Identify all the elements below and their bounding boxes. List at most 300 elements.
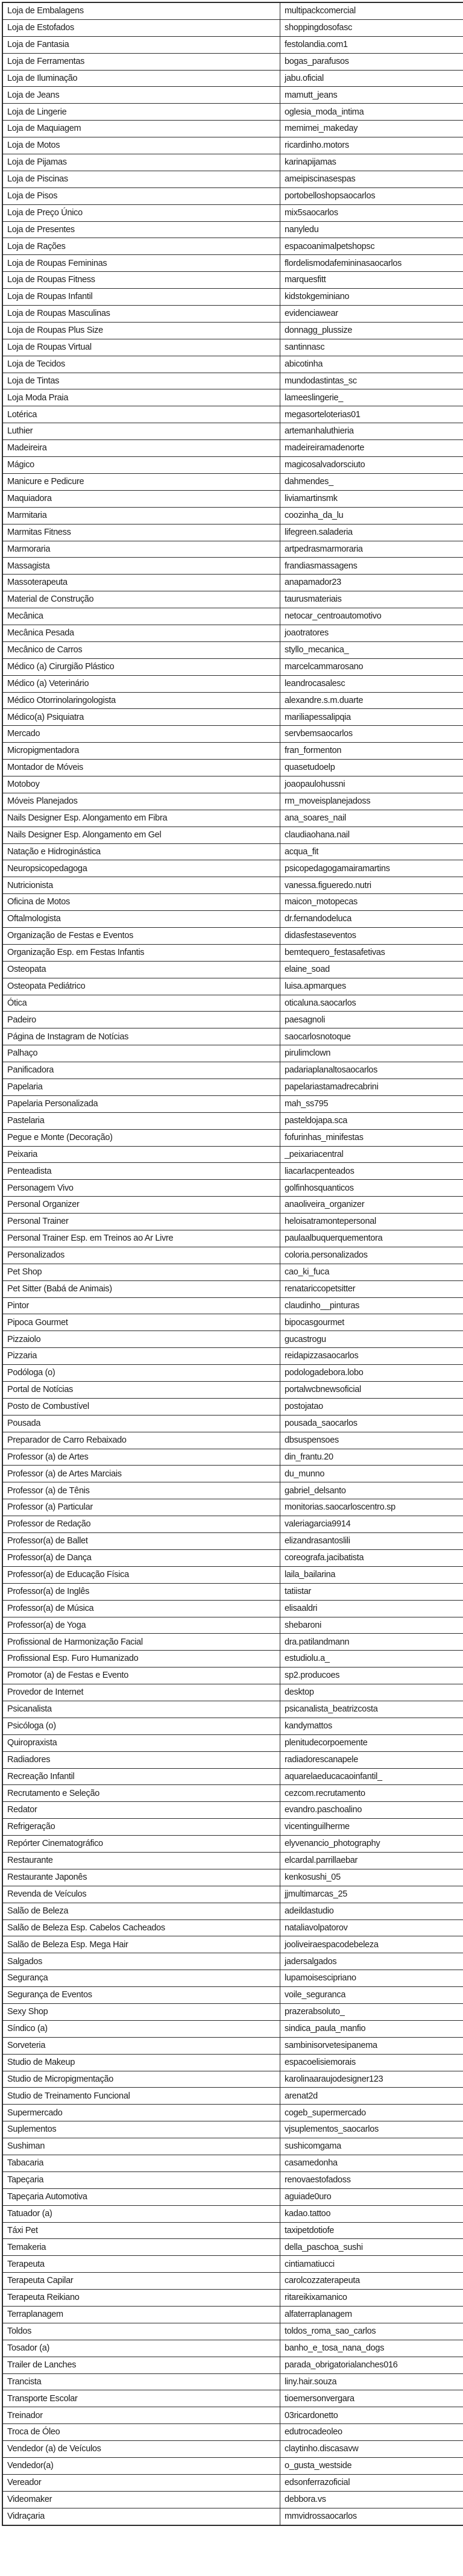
username-cell: shoppingdosofasc <box>280 19 463 36</box>
username-cell: fran_formenton <box>280 743 463 760</box>
username-cell: pousada_saocarlos <box>280 1415 463 1432</box>
category-cell: Sexy Shop <box>2 2003 280 2020</box>
category-cell: Marmitas Fitness <box>2 524 280 541</box>
username-cell: mamutt_jeans <box>280 87 463 104</box>
table-row <box>2 1163 463 1180</box>
username-cell: podologadebora.lobo <box>280 1365 463 1382</box>
category-cell: Treinador <box>2 2407 280 2424</box>
username-cell: maicon_motopecas <box>280 894 463 911</box>
table-row <box>2 1785 463 1802</box>
category-cell: Pet Sitter (Babá de Animais) <box>2 1280 280 1297</box>
table-row <box>2 1079 463 1096</box>
table-row <box>2 1180 463 1197</box>
table-row <box>2 322 463 339</box>
category-cell: Oficina de Motos <box>2 894 280 911</box>
table-row <box>2 2407 463 2424</box>
category-cell: Mercado <box>2 726 280 743</box>
table-row <box>2 1819 463 1836</box>
table-row <box>2 793 463 810</box>
table-row <box>2 373 463 389</box>
category-cell: Pousada <box>2 1415 280 1432</box>
category-cell: Radiadores <box>2 1751 280 1768</box>
category-cell: Loja de Iluminação <box>2 70 280 87</box>
category-cell: Vendedor (a) de Veículos <box>2 2441 280 2458</box>
table-row <box>2 827 463 843</box>
category-cell: Professor(a) de Inglês <box>2 1583 280 1600</box>
category-cell: Loja de Roupas Virtual <box>2 339 280 356</box>
username-cell: evandro.paschoalino <box>280 1802 463 1819</box>
username-cell: joaopaulohussni <box>280 776 463 793</box>
username-cell: tioemersonvergara <box>280 2390 463 2407</box>
table-row <box>2 19 463 36</box>
category-cell: Pastelaria <box>2 1112 280 1129</box>
username-cell: jabu.oficial <box>280 70 463 87</box>
table-row <box>2 2171 463 2188</box>
table-row <box>2 289 463 306</box>
table-row <box>2 1651 463 1667</box>
username-cell: dra.patilandmann <box>280 1634 463 1651</box>
table-row <box>2 1549 463 1566</box>
category-cell: Tatuador (a) <box>2 2205 280 2222</box>
category-cell: Personagem Vivo <box>2 1180 280 1197</box>
username-cell: cao_ki_fuca <box>280 1264 463 1280</box>
table-row <box>2 1112 463 1129</box>
table-row <box>2 1365 463 1382</box>
table-row <box>2 2373 463 2390</box>
category-cell: Papelaria Personalizada <box>2 1095 280 1112</box>
username-cell: tatiistar <box>280 1583 463 1600</box>
category-cell: Professor(a) de Yoga <box>2 1617 280 1634</box>
table-row <box>2 1280 463 1297</box>
table-row <box>2 507 463 524</box>
category-cell: Maquiadora <box>2 490 280 507</box>
username-cell: madeireiramadenorte <box>280 440 463 457</box>
username-cell: golfinhosquanticos <box>280 1180 463 1197</box>
category-cell: Terapeuta <box>2 2256 280 2273</box>
category-cell: Massoterapeuta <box>2 575 280 591</box>
category-cell: Penteadista <box>2 1163 280 1180</box>
table-row <box>2 238 463 255</box>
category-cell: Loja de Embalagens <box>2 2 280 19</box>
username-cell: kadao.tattoo <box>280 2205 463 2222</box>
category-cell: Neuropsicopedagoga <box>2 860 280 877</box>
table-row <box>2 911 463 928</box>
category-cell: Loja de Roupas Femininas <box>2 255 280 272</box>
table-row <box>2 1247 463 1264</box>
username-cell: du_munno <box>280 1466 463 1482</box>
table-row <box>2 743 463 760</box>
table-row <box>2 1499 463 1516</box>
table-row <box>2 389 463 406</box>
table-row <box>2 1449 463 1466</box>
username-cell: voile_seguranca <box>280 1987 463 2004</box>
username-cell: jjmultimarcas_25 <box>280 1886 463 1903</box>
username-cell: kenkosushi_05 <box>280 1869 463 1886</box>
category-cell: Loja de Roupas Plus Size <box>2 322 280 339</box>
category-cell: Manicure e Pedicure <box>2 473 280 490</box>
category-cell: Loja de Fantasia <box>2 36 280 53</box>
category-cell: Pizzaria <box>2 1348 280 1365</box>
business-table-body <box>2 2 463 2525</box>
category-cell: Professor (a) de Artes Marciais <box>2 1466 280 1482</box>
table-row <box>2 2121 463 2138</box>
username-cell: joaotratores <box>280 625 463 641</box>
table-row <box>2 423 463 440</box>
username-cell: elisaaldri <box>280 1600 463 1617</box>
category-cell: Loja de Lingerie <box>2 104 280 121</box>
table-row <box>2 625 463 641</box>
username-cell: leandrocasalesc <box>280 675 463 692</box>
category-cell: Mecânica <box>2 608 280 625</box>
category-cell: Studio de Makeup <box>2 2054 280 2071</box>
table-row <box>2 440 463 457</box>
username-cell: netocar_centroautomotivo <box>280 608 463 625</box>
table-row <box>2 473 463 490</box>
category-cell: Natação e Hidroginástica <box>2 843 280 860</box>
category-cell: Loja de Pisos <box>2 187 280 204</box>
category-cell: Loja de Tintas <box>2 373 280 389</box>
table-row <box>2 1634 463 1651</box>
category-cell: Trailer de Lanches <box>2 2357 280 2373</box>
table-row <box>2 1936 463 1953</box>
category-cell: Tapeçaria <box>2 2171 280 2188</box>
table-row <box>2 2491 463 2508</box>
table-row <box>2 1045 463 1062</box>
table-row <box>2 306 463 323</box>
username-cell: alexandre.s.m.duarte <box>280 692 463 709</box>
category-cell: Troca de Óleo <box>2 2424 280 2441</box>
table-row <box>2 1297 463 1314</box>
category-cell: Psicóloga (o) <box>2 1718 280 1734</box>
table-row <box>2 2474 463 2491</box>
table-row <box>2 2323 463 2340</box>
table-row <box>2 70 463 87</box>
username-cell: anaoliveira_organizer <box>280 1197 463 1214</box>
username-cell: dahmendes_ <box>280 473 463 490</box>
username-cell: abicotinha <box>280 356 463 373</box>
username-cell: gabriel_delsanto <box>280 1482 463 1499</box>
category-cell: Professor (a) de Tênis <box>2 1482 280 1499</box>
table-row <box>2 36 463 53</box>
table-row <box>2 1886 463 1903</box>
username-cell: reidapizzasaocarlos <box>280 1348 463 1365</box>
table-row <box>2 760 463 776</box>
category-cell: Terraplanagem <box>2 2307 280 2323</box>
category-cell: Toldos <box>2 2323 280 2340</box>
category-cell: Loja de Ferramentas <box>2 53 280 70</box>
category-cell: Revenda de Veículos <box>2 1886 280 1903</box>
table-row <box>2 658 463 675</box>
username-cell: debbora.vs <box>280 2491 463 2508</box>
username-cell: arenat2d <box>280 2088 463 2105</box>
category-cell: Panificadora <box>2 1062 280 1079</box>
username-cell: renatariccopetsitter <box>280 1280 463 1297</box>
username-cell: dr.fernandodeluca <box>280 911 463 928</box>
category-cell: Mágico <box>2 457 280 474</box>
username-cell: donnagg_plussize <box>280 322 463 339</box>
category-cell: Tapeçaria Automotiva <box>2 2188 280 2205</box>
username-cell: psicanalista_beatrizcosta <box>280 1701 463 1718</box>
username-cell: styllo_mecanica_ <box>280 641 463 658</box>
category-cell: Portal de Notícias <box>2 1382 280 1399</box>
table-row <box>2 961 463 978</box>
username-cell: lameeslingerie_ <box>280 389 463 406</box>
username-cell: liacarlacpenteados <box>280 1163 463 1180</box>
table-row <box>2 2424 463 2441</box>
table-row <box>2 2458 463 2475</box>
category-cell: Professor de Redação <box>2 1516 280 1533</box>
table-row <box>2 1684 463 1701</box>
category-cell: Médico(a) Psiquiatra <box>2 709 280 726</box>
category-cell: Professor(a) de Ballet <box>2 1533 280 1550</box>
category-cell: Oftalmologista <box>2 911 280 928</box>
username-cell: plenitudecorpoemente <box>280 1734 463 1751</box>
username-cell: claudiaohana.nail <box>280 827 463 843</box>
category-cell: Loja de Presentes <box>2 221 280 238</box>
username-cell: liviamartinsmk <box>280 490 463 507</box>
table-row <box>2 2155 463 2172</box>
table-row <box>2 776 463 793</box>
table-row <box>2 860 463 877</box>
category-cell: Loja de Estofados <box>2 19 280 36</box>
category-cell: Padeiro <box>2 1012 280 1028</box>
username-cell: cogeb_supermercado <box>280 2105 463 2121</box>
table-row <box>2 1012 463 1028</box>
username-cell: laila_bailarina <box>280 1566 463 1583</box>
username-cell: psicopedagogamairamartins <box>280 860 463 877</box>
category-cell: Salão de Beleza Esp. Mega Hair <box>2 1936 280 1953</box>
username-cell: din_frantu.20 <box>280 1449 463 1466</box>
table-row <box>2 2054 463 2071</box>
table-row <box>2 2188 463 2205</box>
category-cell: Palhaço <box>2 1045 280 1062</box>
username-cell: anapamador23 <box>280 575 463 591</box>
username-cell: claudinho__pinturas <box>280 1297 463 1314</box>
username-cell: carolcozzaterapeuta <box>280 2273 463 2290</box>
username-cell: cintiamatiucci <box>280 2256 463 2273</box>
table-row <box>2 558 463 575</box>
table-row <box>2 2390 463 2407</box>
username-cell: bipocasgourmet <box>280 1314 463 1331</box>
username-cell: espacoelisiemorais <box>280 2054 463 2071</box>
category-cell: Nails Designer Esp. Alongamento em Fibra <box>2 810 280 827</box>
table-row <box>2 1382 463 1399</box>
category-cell: Provedor de Internet <box>2 1684 280 1701</box>
username-cell: sp2.producoes <box>280 1667 463 1684</box>
username-cell: aquarelaeducacaoinfantil_ <box>280 1768 463 1785</box>
table-row <box>2 591 463 608</box>
username-cell: parada_obrigatorialanches016 <box>280 2357 463 2373</box>
table-row <box>2 2256 463 2273</box>
username-cell: jadersalgados <box>280 1953 463 1970</box>
category-cell: Papelaria <box>2 1079 280 1096</box>
table-row <box>2 457 463 474</box>
table-row <box>2 1028 463 1045</box>
category-cell: Vendedor(a) <box>2 2458 280 2475</box>
table-row <box>2 1533 463 1550</box>
table-row <box>2 1432 463 1449</box>
table-row <box>2 2222 463 2239</box>
username-cell: evidenciawear <box>280 306 463 323</box>
table-row <box>2 2088 463 2105</box>
category-cell: Loja de Tecidos <box>2 356 280 373</box>
category-cell: Médico (a) Cirurgião Plástico <box>2 658 280 675</box>
username-cell: monitorias.saocarloscentro.sp <box>280 1499 463 1516</box>
table-row <box>2 675 463 692</box>
username-cell: lifegreen.saladeria <box>280 524 463 541</box>
table-row <box>2 272 463 289</box>
table-row <box>2 1802 463 1819</box>
table-row <box>2 2290 463 2307</box>
table-row <box>2 171 463 187</box>
table-row <box>2 1667 463 1684</box>
table-row <box>2 1516 463 1533</box>
username-cell: bogas_parafusos <box>280 53 463 70</box>
username-cell: rm_moveisplanejadoss <box>280 793 463 810</box>
username-cell: taxipetdotiofe <box>280 2222 463 2239</box>
username-cell: banho_e_tosa_nana_dogs <box>280 2340 463 2357</box>
category-cell: Loja de Jeans <box>2 87 280 104</box>
username-cell: shebaroni <box>280 1617 463 1634</box>
username-cell: frandiasmassagens <box>280 558 463 575</box>
category-cell: Página de Instagram de Notícias <box>2 1028 280 1045</box>
table-row <box>2 1466 463 1482</box>
category-cell: Loja de Piscinas <box>2 171 280 187</box>
category-cell: Posto de Combustível <box>2 1398 280 1415</box>
username-cell: desktop <box>280 1684 463 1701</box>
table-row <box>2 1146 463 1163</box>
table-row <box>2 255 463 272</box>
table-row <box>2 1852 463 1869</box>
table-row <box>2 1398 463 1415</box>
category-cell: Organização Esp. em Festas Infantis <box>2 944 280 961</box>
category-cell: Loja de Roupas Infantil <box>2 289 280 306</box>
username-cell: acqua_fit <box>280 843 463 860</box>
table-row <box>2 2307 463 2323</box>
category-cell: Marmitaria <box>2 507 280 524</box>
category-cell: Sushiman <box>2 2138 280 2155</box>
table-row <box>2 1734 463 1751</box>
username-cell: radiadorescanapele <box>280 1751 463 1768</box>
username-cell: liny.hair.souza <box>280 2373 463 2390</box>
username-cell: oglesia_moda_intima <box>280 104 463 121</box>
category-cell: Médico Otorrinolaringologista <box>2 692 280 709</box>
category-cell: Vidraçaria <box>2 2508 280 2525</box>
username-cell: edutrocadeoleo <box>280 2424 463 2441</box>
table-row <box>2 810 463 827</box>
category-cell: Podóloga (o) <box>2 1365 280 1382</box>
username-cell: vicentinguilherme <box>280 1819 463 1836</box>
username-cell: elyvenancio_photography <box>280 1836 463 1853</box>
table-row <box>2 944 463 961</box>
username-cell: taurusmateriais <box>280 591 463 608</box>
category-cell: Táxi Pet <box>2 2222 280 2239</box>
username-cell: memimei_makeday <box>280 121 463 137</box>
table-row <box>2 1482 463 1499</box>
username-cell: oticaluna.saocarlos <box>280 995 463 1012</box>
username-cell: artemanhaluthieria <box>280 423 463 440</box>
category-cell: Studio de Treinamento Funcional <box>2 2088 280 2105</box>
username-cell: mmvidrossaocarlos <box>280 2508 463 2525</box>
username-cell: alfaterraplanagem <box>280 2307 463 2323</box>
table-row <box>2 154 463 171</box>
table-row <box>2 995 463 1012</box>
table-row <box>2 2105 463 2121</box>
category-cell: Personal Organizer <box>2 1197 280 1214</box>
table-row <box>2 1566 463 1583</box>
table-row <box>2 2273 463 2290</box>
table-row <box>2 137 463 154</box>
username-cell: kidstokgeminiano <box>280 289 463 306</box>
category-cell: Transporte Escolar <box>2 2390 280 2407</box>
username-cell: festolandia.com1 <box>280 36 463 53</box>
table-row <box>2 843 463 860</box>
category-cell: Studio de Micropigmentação <box>2 2071 280 2088</box>
username-cell: mariliapessalipqia <box>280 709 463 726</box>
username-cell: o_gusta_westside <box>280 2458 463 2475</box>
category-cell: Redator <box>2 1802 280 1819</box>
category-cell: Osteopata Pediátrico <box>2 978 280 995</box>
category-cell: Organização de Festas e Eventos <box>2 927 280 944</box>
table-row <box>2 575 463 591</box>
table-row <box>2 1197 463 1214</box>
category-cell: Professor(a) de Educação Física <box>2 1566 280 1583</box>
table-row <box>2 1919 463 1936</box>
username-cell: saocarlosnotoque <box>280 1028 463 1045</box>
table-row <box>2 1062 463 1079</box>
category-cell: Montador de Móveis <box>2 760 280 776</box>
category-cell: Osteopata <box>2 961 280 978</box>
username-cell: fofurinhas_minifestas <box>280 1129 463 1146</box>
username-cell: paulaalbuquerquementora <box>280 1230 463 1247</box>
category-cell: Tosador (a) <box>2 2340 280 2357</box>
table-row <box>2 1415 463 1432</box>
category-cell: Síndico (a) <box>2 2020 280 2037</box>
table-row <box>2 1129 463 1146</box>
username-cell: coloria.personalizados <box>280 1247 463 1264</box>
category-cell: Sorveteria <box>2 2037 280 2054</box>
table-row <box>2 1600 463 1617</box>
username-cell: espacoanimalpetshopsc <box>280 238 463 255</box>
category-cell: Mecânico de Carros <box>2 641 280 658</box>
table-row <box>2 53 463 70</box>
username-cell: nataliavolpatorov <box>280 1919 463 1936</box>
table-row <box>2 2340 463 2357</box>
table-row <box>2 1836 463 1853</box>
username-cell: quasetudoelp <box>280 760 463 776</box>
category-cell: Quiropraxista <box>2 1734 280 1751</box>
username-cell: marcelcammarosano <box>280 658 463 675</box>
username-cell: flordelismodafemininasaocarlos <box>280 255 463 272</box>
table-row <box>2 709 463 726</box>
username-cell: ana_soares_nail <box>280 810 463 827</box>
username-cell: ameipiscinasespas <box>280 171 463 187</box>
table-row <box>2 541 463 558</box>
username-cell: aguiade0uro <box>280 2188 463 2205</box>
category-cell: Temakeria <box>2 2239 280 2256</box>
table-row <box>2 1987 463 2004</box>
username-cell: karinapijamas <box>280 154 463 171</box>
category-cell: Pet Shop <box>2 1264 280 1280</box>
category-cell: Marmoraria <box>2 541 280 558</box>
username-cell: adeildastudio <box>280 1903 463 1919</box>
table-row <box>2 221 463 238</box>
username-cell: valeriagarcia9914 <box>280 1516 463 1533</box>
username-cell: luisa.apmarques <box>280 978 463 995</box>
username-cell: 03ricardonetto <box>280 2407 463 2424</box>
category-cell: Psicanalista <box>2 1701 280 1718</box>
category-cell: Loja de Rações <box>2 238 280 255</box>
